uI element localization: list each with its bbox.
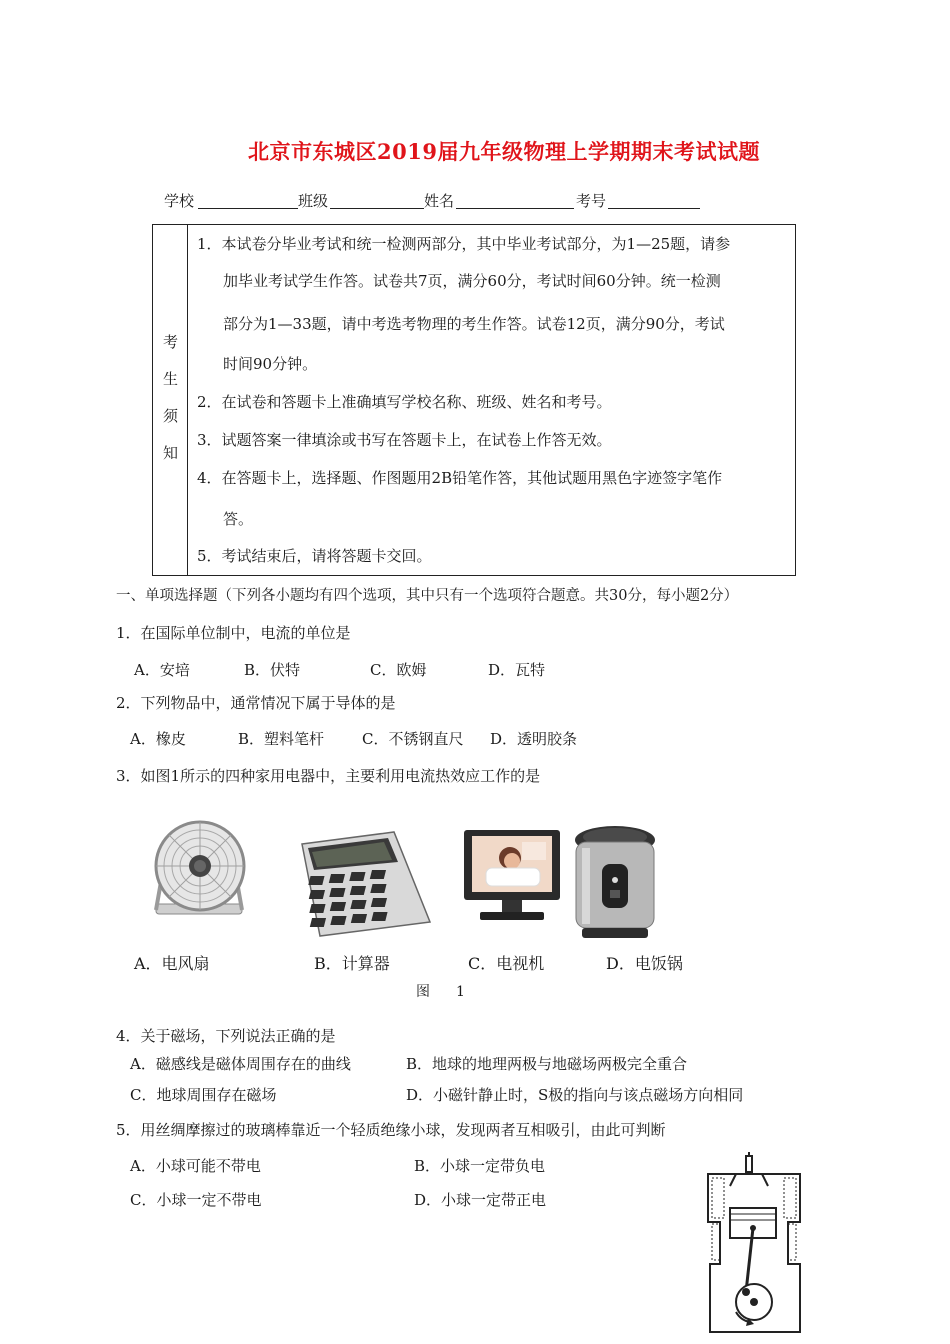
q4-option-a[interactable]: A．磁感线是磁体周围存在的曲线	[130, 1055, 351, 1073]
q5-option-a[interactable]: A．小球可能不带电	[130, 1157, 261, 1175]
page-title: 北京市东城区2019届九年级物理上学期期末考试试题	[248, 139, 760, 164]
figure-caption-d[interactable]: D．电饭锅	[606, 954, 683, 973]
info-class-label: 班级	[298, 192, 329, 210]
q2-option-d[interactable]: D．透明胶条	[490, 730, 578, 748]
notice-side-char: 考	[163, 333, 179, 351]
info-number-label: 考号	[576, 192, 607, 210]
notice-line: 时间90分钟。	[223, 355, 318, 373]
info-name-label: 姓名	[424, 192, 455, 210]
notice-line: 3．试题答案一律填涂或书写在答题卡上，在试卷上作答无效。	[197, 431, 612, 449]
number-blank[interactable]	[608, 192, 700, 209]
q1-option-a[interactable]: A．安培	[134, 661, 190, 679]
notice-line: 4．在答题卡上，选择题、作图题用2B铅笔作答，其他试题用黑色字迹签字笔作	[197, 469, 723, 487]
q2-option-b[interactable]: B．塑料笔杆	[238, 730, 325, 748]
question-1-stem: 1．在国际单位制中，电流的单位是	[116, 624, 351, 642]
notice-line: 2．在试卷和答题卡上准确填写学校名称、班级、姓名和考号。	[197, 393, 612, 411]
figure-caption-a[interactable]: A．电风扇	[134, 954, 210, 973]
class-blank[interactable]	[330, 192, 424, 209]
section-heading: 一、单项选择题（下列各小题均有四个选项，其中只有一个选项符合题意。共30分，每小题2分）	[116, 588, 739, 604]
notice-line: 1．本试卷分毕业考试和统一检测两部分，其中毕业考试部分，为1—25题，请参	[197, 235, 731, 253]
rice-cooker-image	[572, 824, 658, 942]
q2-option-c[interactable]: C．不锈钢直尺	[362, 730, 464, 748]
notice-line: 答。	[223, 510, 254, 528]
notice-side-char: 知	[163, 444, 179, 462]
notice-side-char: 生	[163, 370, 179, 388]
q5-option-c[interactable]: C．小球一定不带电	[130, 1191, 262, 1209]
q1-option-d[interactable]: D．瓦特	[488, 661, 546, 679]
school-blank[interactable]	[198, 192, 298, 209]
notice-line: 加毕业考试学生作答。试卷共7页，满分60分，考试时间60分钟。统一检测	[223, 272, 721, 290]
notice-side-label	[153, 225, 188, 575]
q5-option-b[interactable]: B．小球一定带负电	[414, 1157, 546, 1175]
notice-side-char: 须	[163, 407, 179, 425]
q1-option-c[interactable]: C．欧姆	[370, 661, 427, 679]
engine-cylinder-diagram	[700, 1152, 810, 1336]
q4-option-d[interactable]: D．小磁针静止时，S极的指向与该点磁场方向相同	[406, 1086, 744, 1104]
q5-option-d[interactable]: D．小球一定带正电	[414, 1191, 547, 1209]
figure-caption-b[interactable]: B．计算器	[314, 954, 390, 973]
figure-caption-c[interactable]: C．电视机	[468, 954, 545, 973]
question-4-stem: 4．关于磁场，下列说法正确的是	[116, 1027, 336, 1045]
notice-line: 5．考试结束后，请将答题卡交回。	[197, 547, 432, 565]
calculator-image	[298, 830, 432, 938]
exam-notice-box	[152, 224, 796, 576]
question-2-stem: 2．下列物品中，通常情况下属于导体的是	[116, 694, 396, 712]
q4-option-b[interactable]: B．地球的地理两极与地磁场两极完全重合	[406, 1055, 688, 1073]
question-3-stem: 3．如图1所示的四种家用电器中，主要利用电流热效应工作的是	[116, 767, 541, 785]
television-image	[462, 828, 562, 924]
question-5-stem: 5．用丝绸摩擦过的玻璃棒靠近一个轻质绝缘小球，发现两者互相吸引，由此可判断	[116, 1121, 666, 1139]
figure-label: 图 1	[416, 984, 471, 1000]
info-school-label: 学校	[164, 192, 195, 210]
q2-option-a[interactable]: A．橡皮	[130, 730, 186, 748]
name-blank[interactable]	[456, 192, 574, 209]
notice-line: 部分为1—33题，请中考选考物理的考生作答。试卷12页，满分90分，考试	[223, 315, 725, 333]
electric-fan-image	[148, 816, 248, 924]
q1-option-b[interactable]: B．伏特	[244, 661, 301, 679]
q4-option-c[interactable]: C．地球周围存在磁场	[130, 1086, 277, 1104]
